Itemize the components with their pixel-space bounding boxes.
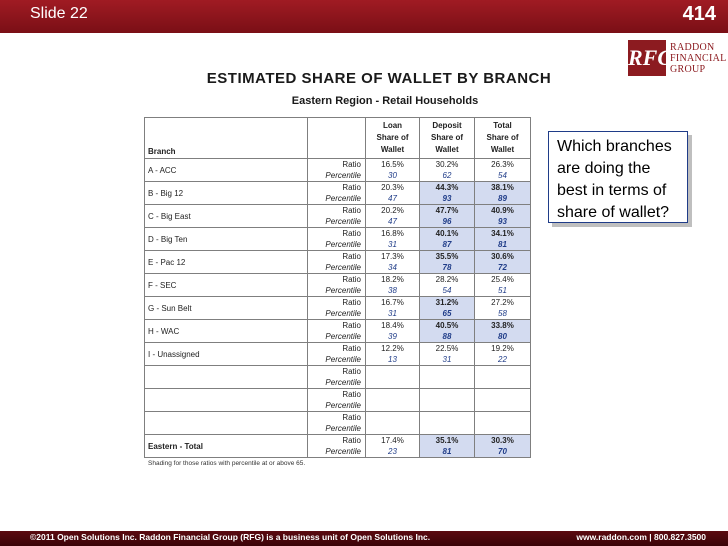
percentile-value: 39 [388, 332, 397, 341]
ratio-value: 38.1% [491, 183, 514, 192]
percentile-value: 34 [388, 263, 397, 272]
table-row [145, 389, 531, 412]
ratio-value: 27.2% [491, 298, 514, 307]
loan-value-cell [366, 182, 420, 205]
loan-value-cell [366, 366, 420, 389]
header-line: Share of [486, 133, 519, 142]
ratio-value: 18.4% [381, 321, 404, 330]
percentile-label: Percentile [325, 286, 361, 295]
table-row [145, 366, 531, 389]
percentile-label: Percentile [325, 263, 361, 272]
ratio-value: 19.2% [491, 344, 514, 353]
table-header-row [145, 118, 531, 159]
header-bar [0, 0, 728, 33]
branch-name-cell [145, 412, 308, 435]
percentile-value: 81 [442, 447, 452, 456]
question-callout: Which branches are doing the best in terms of share of wallet? [548, 131, 688, 223]
ratio-value: 47.7% [435, 206, 459, 215]
ratio-label: Ratio [342, 367, 361, 376]
percentile-value: 47 [388, 217, 397, 226]
ratio-value: 30.2% [435, 160, 459, 169]
total-value-cell [475, 274, 531, 297]
table-row [145, 274, 531, 297]
total-value-cell [475, 343, 531, 366]
loan-value-cell [366, 251, 420, 274]
ratio-value: 28.2% [435, 275, 459, 284]
branch-name-cell: I - Unassigned [145, 343, 308, 366]
percentile-value: 54 [442, 286, 452, 295]
ratio-value: 17.3% [381, 252, 404, 261]
table-row [145, 205, 531, 228]
shading-footnote: Shading for those ratios with percentile at or above 65. [148, 460, 306, 467]
ratio-value: 30.3% [491, 436, 514, 445]
footer-bar [0, 531, 728, 546]
metric-type-cell [308, 205, 366, 228]
branch-name-cell [145, 389, 308, 412]
deposit-value-cell [420, 251, 475, 274]
total-column-header [475, 118, 531, 159]
percentile-value: 31 [388, 240, 397, 249]
percentile-value: 62 [442, 171, 452, 180]
metric-type-cell [308, 435, 366, 458]
header-line: Share of [376, 133, 409, 142]
slide-label: Slide 22 [30, 5, 88, 22]
table-row [145, 228, 531, 251]
deposit-column-header [420, 118, 475, 159]
header-line: Loan [382, 121, 403, 130]
table-row [145, 159, 531, 182]
total-value-cell [475, 412, 531, 435]
percentile-label: Percentile [325, 401, 361, 410]
ratio-label: Ratio [342, 183, 361, 192]
loan-value-cell [366, 389, 420, 412]
metric-type-cell [308, 343, 366, 366]
metric-type-cell [308, 251, 366, 274]
total-row [145, 435, 531, 458]
deposit-value-cell [420, 297, 475, 320]
percentile-value: 22 [498, 355, 507, 364]
ratio-label: Ratio [342, 413, 361, 422]
deposit-value-cell [420, 389, 475, 412]
ratio-value: 18.2% [381, 275, 404, 284]
percentile-label: Percentile [325, 194, 361, 203]
header-line: Wallet [490, 145, 515, 154]
ratio-value: 26.3% [491, 160, 514, 169]
deposit-value-cell [420, 435, 475, 458]
total-value-cell [475, 251, 531, 274]
percentile-value: 88 [442, 332, 452, 341]
type-column-header [308, 118, 366, 159]
percentile-value: 54 [498, 171, 507, 180]
ratio-value: 44.3% [435, 183, 459, 192]
footer-contact: www.raddon.com | 800.827.3500 [576, 532, 706, 542]
ratio-label: Ratio [342, 298, 361, 307]
header-line: Deposit [432, 121, 462, 130]
total-value-cell [475, 205, 531, 228]
ratio-value: 20.2% [381, 206, 404, 215]
percentile-value: 31 [442, 355, 452, 364]
percentile-value: 58 [498, 309, 507, 318]
deposit-value-cell [420, 320, 475, 343]
branch-name-cell: H - WAC [145, 320, 308, 343]
loan-value-cell [366, 274, 420, 297]
total-value-cell [475, 182, 531, 205]
ratio-value: 34.1% [491, 229, 514, 238]
logo-line: RADDON [670, 42, 715, 53]
slide-subtitle: Eastern Region - Retail Households [291, 95, 479, 107]
ratio-value: 30.6% [491, 252, 514, 261]
header-line: Share of [430, 133, 463, 142]
ratio-value: 33.8% [491, 321, 514, 330]
table-row [145, 412, 531, 435]
slide-title: ESTIMATED SHARE OF WALLET BY BRANCH [206, 70, 552, 87]
percentile-value: 72 [498, 263, 507, 272]
deposit-value-cell [420, 343, 475, 366]
slide-number: 414 [682, 3, 716, 25]
percentile-value: 81 [498, 240, 507, 249]
ratio-label: Ratio [342, 160, 361, 169]
total-value-cell [475, 297, 531, 320]
percentile-label: Percentile [325, 309, 361, 318]
loan-value-cell [366, 412, 420, 435]
percentile-value: 80 [498, 332, 507, 341]
percentile-label: Percentile [325, 332, 361, 341]
deposit-value-cell [420, 412, 475, 435]
ratio-label: Ratio [342, 390, 361, 399]
ratio-value: 12.2% [381, 344, 404, 353]
branch-name-cell: G - Sun Belt [145, 297, 308, 320]
deposit-value-cell [420, 366, 475, 389]
loan-value-cell [366, 343, 420, 366]
percentile-value: 96 [442, 217, 452, 226]
logo-line: FINANCIAL [670, 53, 727, 64]
loan-value-cell [366, 297, 420, 320]
ratio-value: 16.5% [381, 160, 404, 169]
percentile-label: Percentile [325, 378, 361, 387]
percentile-label: Percentile [325, 240, 361, 249]
ratio-label: Ratio [342, 321, 361, 330]
ratio-label: Ratio [342, 229, 361, 238]
branch-name-cell: B - Big 12 [145, 182, 308, 205]
ratio-value: 22.5% [435, 344, 459, 353]
percentile-value: 93 [498, 217, 507, 226]
deposit-value-cell [420, 182, 475, 205]
percentile-value: 31 [388, 309, 397, 318]
deposit-value-cell [420, 274, 475, 297]
ratio-value: 16.7% [381, 298, 404, 307]
table-row [145, 343, 531, 366]
branch-name-cell: Eastern - Total [145, 435, 308, 458]
total-value-cell [475, 389, 531, 412]
logo-line: GROUP [670, 64, 706, 75]
ratio-label: Ratio [342, 436, 361, 445]
total-value-cell [475, 228, 531, 251]
deposit-value-cell [420, 228, 475, 251]
ratio-value: 40.9% [491, 206, 514, 215]
ratio-label: Ratio [342, 206, 361, 215]
ratio-value: 40.1% [435, 229, 459, 238]
table-row [145, 182, 531, 205]
percentile-value: 87 [442, 240, 452, 249]
metric-type-cell [308, 182, 366, 205]
percentile-value: 70 [498, 447, 507, 456]
deposit-value-cell [420, 159, 475, 182]
ratio-value: 35.5% [435, 252, 459, 261]
percentile-value: 78 [442, 263, 452, 272]
branch-name-cell: D - Big Ten [145, 228, 308, 251]
header-line: Total [493, 121, 512, 130]
ratio-value: 40.5% [435, 321, 459, 330]
branch-name-cell [145, 366, 308, 389]
percentile-value: 51 [498, 286, 507, 295]
branch-name-cell: E - Pac 12 [145, 251, 308, 274]
ratio-value: 16.8% [381, 229, 404, 238]
metric-type-cell [308, 389, 366, 412]
percentile-value: 89 [498, 194, 507, 203]
loan-value-cell [366, 159, 420, 182]
ratio-label: Ratio [342, 344, 361, 353]
metric-type-cell [308, 274, 366, 297]
header-line: Wallet [435, 145, 459, 154]
loan-value-cell [366, 320, 420, 343]
table-row [145, 320, 531, 343]
percentile-label: Percentile [325, 447, 361, 456]
ratio-label: Ratio [342, 252, 361, 261]
percentile-value: 38 [388, 286, 397, 295]
branch-name-cell: F - SEC [145, 274, 308, 297]
metric-type-cell [308, 412, 366, 435]
logo-mark: RFG [628, 40, 666, 76]
metric-type-cell [308, 320, 366, 343]
percentile-label: Percentile [325, 355, 361, 364]
percentile-label: Percentile [325, 217, 361, 226]
percentile-value: 13 [388, 355, 397, 364]
metric-type-cell [308, 159, 366, 182]
percentile-value: 65 [442, 309, 452, 318]
ratio-value: 31.2% [435, 298, 459, 307]
header-line: Wallet [380, 145, 405, 154]
metric-type-cell [308, 297, 366, 320]
share-of-wallet-table [144, 117, 531, 458]
branch-column-header: Branch [145, 118, 308, 159]
deposit-value-cell [420, 205, 475, 228]
loan-column-header [366, 118, 420, 159]
total-value-cell [475, 366, 531, 389]
total-value-cell [475, 159, 531, 182]
ratio-value: 25.4% [491, 275, 514, 284]
footer-copyright: ©2011 Open Solutions Inc. Raddon Financial Group (RFG) is a business unit of Open Solutions Inc. [30, 532, 431, 542]
total-value-cell [475, 435, 531, 458]
percentile-label: Percentile [325, 424, 361, 433]
total-value-cell [475, 320, 531, 343]
table-row [145, 251, 531, 274]
branch-name-cell: A - ACC [145, 159, 308, 182]
loan-value-cell [366, 205, 420, 228]
ratio-label: Ratio [342, 275, 361, 284]
loan-value-cell [366, 435, 420, 458]
percentile-value: 47 [388, 194, 397, 203]
metric-type-cell [308, 366, 366, 389]
loan-value-cell [366, 228, 420, 251]
table-row [145, 297, 531, 320]
percentile-value: 30 [388, 171, 397, 180]
metric-type-cell [308, 228, 366, 251]
percentile-label: Percentile [325, 171, 361, 180]
ratio-value: 17.4% [381, 436, 404, 445]
percentile-value: 23 [388, 447, 397, 456]
branch-name-cell: C - Big East [145, 205, 308, 228]
percentile-value: 93 [442, 194, 452, 203]
ratio-value: 20.3% [381, 183, 404, 192]
ratio-value: 35.1% [435, 436, 459, 445]
